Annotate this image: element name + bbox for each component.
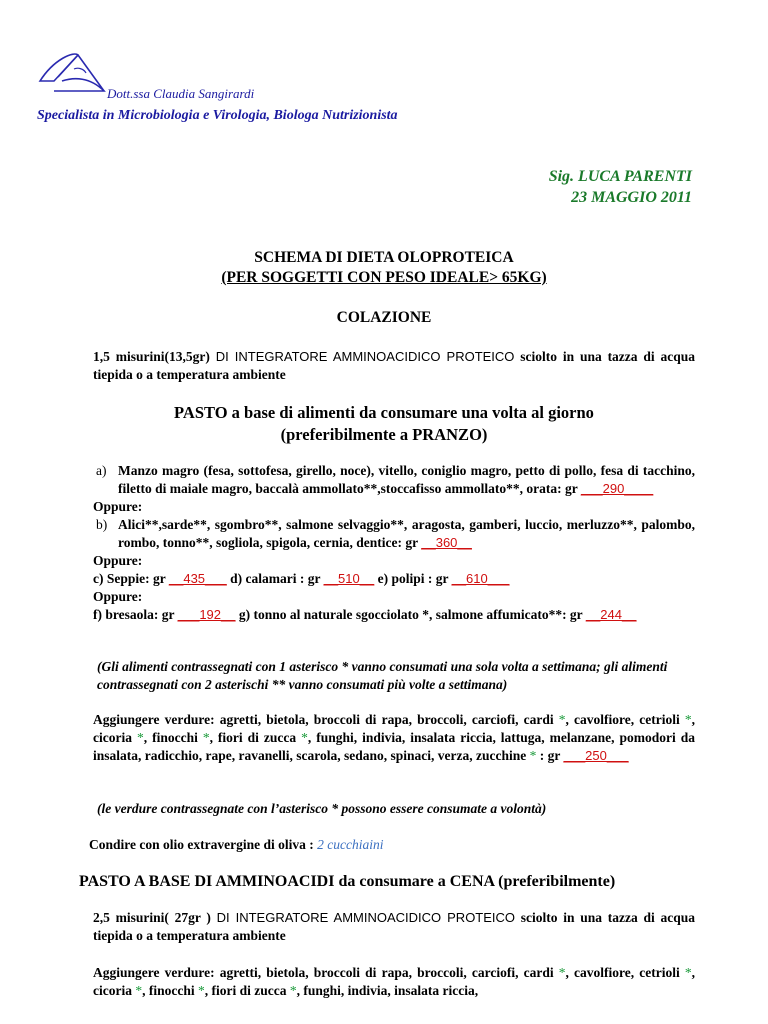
breakfast-instructions: sciolto in una tazza di acqua tiepida o a temperatura ambiente: [93, 349, 695, 382]
veg-text: Aggiungere verdure: agretti, bietola, broccoli di rapa, broccoli, carciofi, cardi: [93, 965, 554, 980]
veg-star: *: [202, 730, 210, 745]
lunch-heading-line2: (preferibilmente a PRANZO): [280, 425, 488, 444]
breakfast-dose: 1,5 misurini(13,5gr): [93, 349, 210, 364]
option-calamari-quantity: __510__: [323, 571, 375, 586]
lunch-heading-line1: PASTO a base di alimenti da consumare una volta al giorno: [174, 403, 594, 422]
option-c: [93, 570, 695, 588]
or-label: Oppure:: [93, 553, 143, 568]
breakfast-heading: COLAZIONE: [336, 309, 432, 326]
option-f: [93, 606, 695, 624]
doctor-name: Dott.ssa Claudia Sangirardi: [107, 86, 255, 101]
doctor-specialty: Specialista in Microbiologia e Virologia, Biologa Nutrizionista: [37, 108, 398, 123]
veg-star: *: [684, 965, 692, 980]
veg-text: Aggiungere verdure: agretti, bietola, broccoli di rapa, broccoli, carciofi, cardi: [93, 712, 554, 727]
veg-unit: : gr: [536, 748, 561, 763]
document-date: 23 MAGGIO 2011: [571, 189, 692, 206]
dressing-quantity: 2 cucchiaini: [317, 837, 384, 852]
diet-title-line2: (PER SOGGETTI CON PESO IDEALE> 65KG): [221, 269, 547, 286]
option-a-marker: a): [96, 463, 107, 478]
veg-text: , finocchi: [142, 983, 195, 998]
option-b-quantity: __360__: [421, 535, 472, 550]
diet-title-line1: SCHEMA DI DIETA OLOPROTEICA: [254, 249, 514, 266]
option-bresaola-text: f) bresaola: gr: [93, 607, 175, 622]
veg-star: *: [684, 712, 692, 727]
option-tonno-text: g) tonno al naturale sgocciolato *, salmone affumicato**: gr: [238, 607, 583, 622]
veg-text: , fiori di zucca: [209, 730, 297, 745]
breakfast-text: [93, 348, 695, 384]
vegetables-note: (le verdure contrassegnate con l’asterisco * possono essere consumate a volontà): [97, 801, 547, 816]
veg-text: , fiori di zucca: [204, 983, 287, 998]
veg-text: , finocchi: [143, 730, 198, 745]
veg-star: *: [529, 748, 537, 763]
veg-star: *: [135, 983, 143, 998]
option-b-marker: b): [96, 517, 108, 532]
dinner-dose: 2,5 misurini( 27gr ): [93, 910, 211, 925]
veg-text: , cavolfiore, cetrioli: [565, 965, 680, 980]
dinner-heading: [79, 873, 615, 891]
option-b-text: Alici**,sarde**, sgombro**, salmone selvaggio**, aragosta, gamberi, luccio, merluzzo**, palombo, rombo, tonno**, sogliola, spigola, cernia, dentice:: [118, 517, 695, 550]
option-b-unit: gr: [405, 535, 418, 550]
veg-star: *: [558, 712, 566, 727]
vegetables-paragraph: [93, 711, 695, 765]
option-polipi-quantity: __610___: [451, 571, 510, 586]
patient-name: Sig. LUCA PARENTI: [548, 168, 692, 185]
dinner-heading-rest: da consumare a CENA (preferibilmente): [338, 873, 616, 890]
veg-star: *: [197, 983, 205, 998]
veg-text: , funghi, indivia, insalata riccia,: [296, 983, 479, 998]
or-label: Oppure:: [93, 589, 143, 604]
veg-text: , funghi, indivia, insalata riccia, lattuga, melanzane, pomodori da insalata, radicchio, rape, ravanelli, scarola, sedano, spinaci, verza, zucchine: [93, 730, 696, 763]
dinner-heading-main: PASTO A BASE DI AMMINOACIDI: [79, 873, 335, 890]
dinner-instructions: sciolto in una tazza di acqua tiepida o a temperatura ambiente: [93, 910, 696, 943]
veg-text: , cicoria: [93, 965, 696, 998]
dinner-supplement: DI INTEGRATORE AMMINOACIDICO PROTEICO: [216, 910, 516, 925]
veg-text: , cavolfiore, cetrioli: [565, 712, 680, 727]
option-seppie-text: Seppie: gr: [106, 571, 166, 586]
option-a-quantity: ___290____: [580, 481, 654, 496]
option-b: [93, 516, 695, 552]
veg-text: , cicoria: [93, 712, 696, 745]
dinner-text: [93, 909, 695, 945]
option-bresaola-quantity: ___192__: [177, 607, 236, 622]
lunch-options: [93, 462, 695, 624]
option-calamari-text: d) calamari : gr: [230, 571, 321, 586]
breakfast-supplement: DI INTEGRATORE AMMINOACIDICO PROTEICO: [215, 349, 515, 364]
option-c-marker: c): [93, 571, 104, 586]
diet-title: [0, 248, 768, 288]
option-seppie-quantity: __435___: [168, 571, 227, 586]
veg-star: *: [289, 983, 297, 998]
option-a-text: Manzo magro (fesa, sottofesa, girello, noce), vitello, coniglio magro, petto di pollo, fesa di tacchino, filetto di maiale magro, baccalà ammollato**,stoccafisso ammollato**, orata:: [118, 463, 695, 496]
vegetables-paragraph-2: [93, 964, 695, 1000]
lunch-heading: [0, 402, 768, 446]
option-polipi-text: e) polipi : gr: [377, 571, 449, 586]
veg-star: *: [558, 965, 566, 980]
veg-quantity: ___250___: [563, 748, 629, 763]
option-a: [93, 462, 695, 498]
patient-block: [549, 166, 692, 208]
veg-star: *: [301, 730, 308, 745]
option-tonno-quantity: __244__: [585, 607, 637, 622]
dressing-text: Condire con olio extravergine di oliva :: [89, 837, 314, 852]
clinic-logo-icon: [34, 47, 114, 97]
asterisk-note: (Gli alimenti contrassegnati con 1 asterisco * vanno consumati una sola volta a settimana; gli alimenti contrassegnati con 2 asterischi ** vanno consumati più volte a settimana): [97, 659, 668, 692]
option-a-unit: gr: [565, 481, 578, 496]
dressing-line: [89, 836, 691, 854]
veg-star: *: [136, 730, 144, 745]
or-label: Oppure:: [93, 499, 143, 514]
